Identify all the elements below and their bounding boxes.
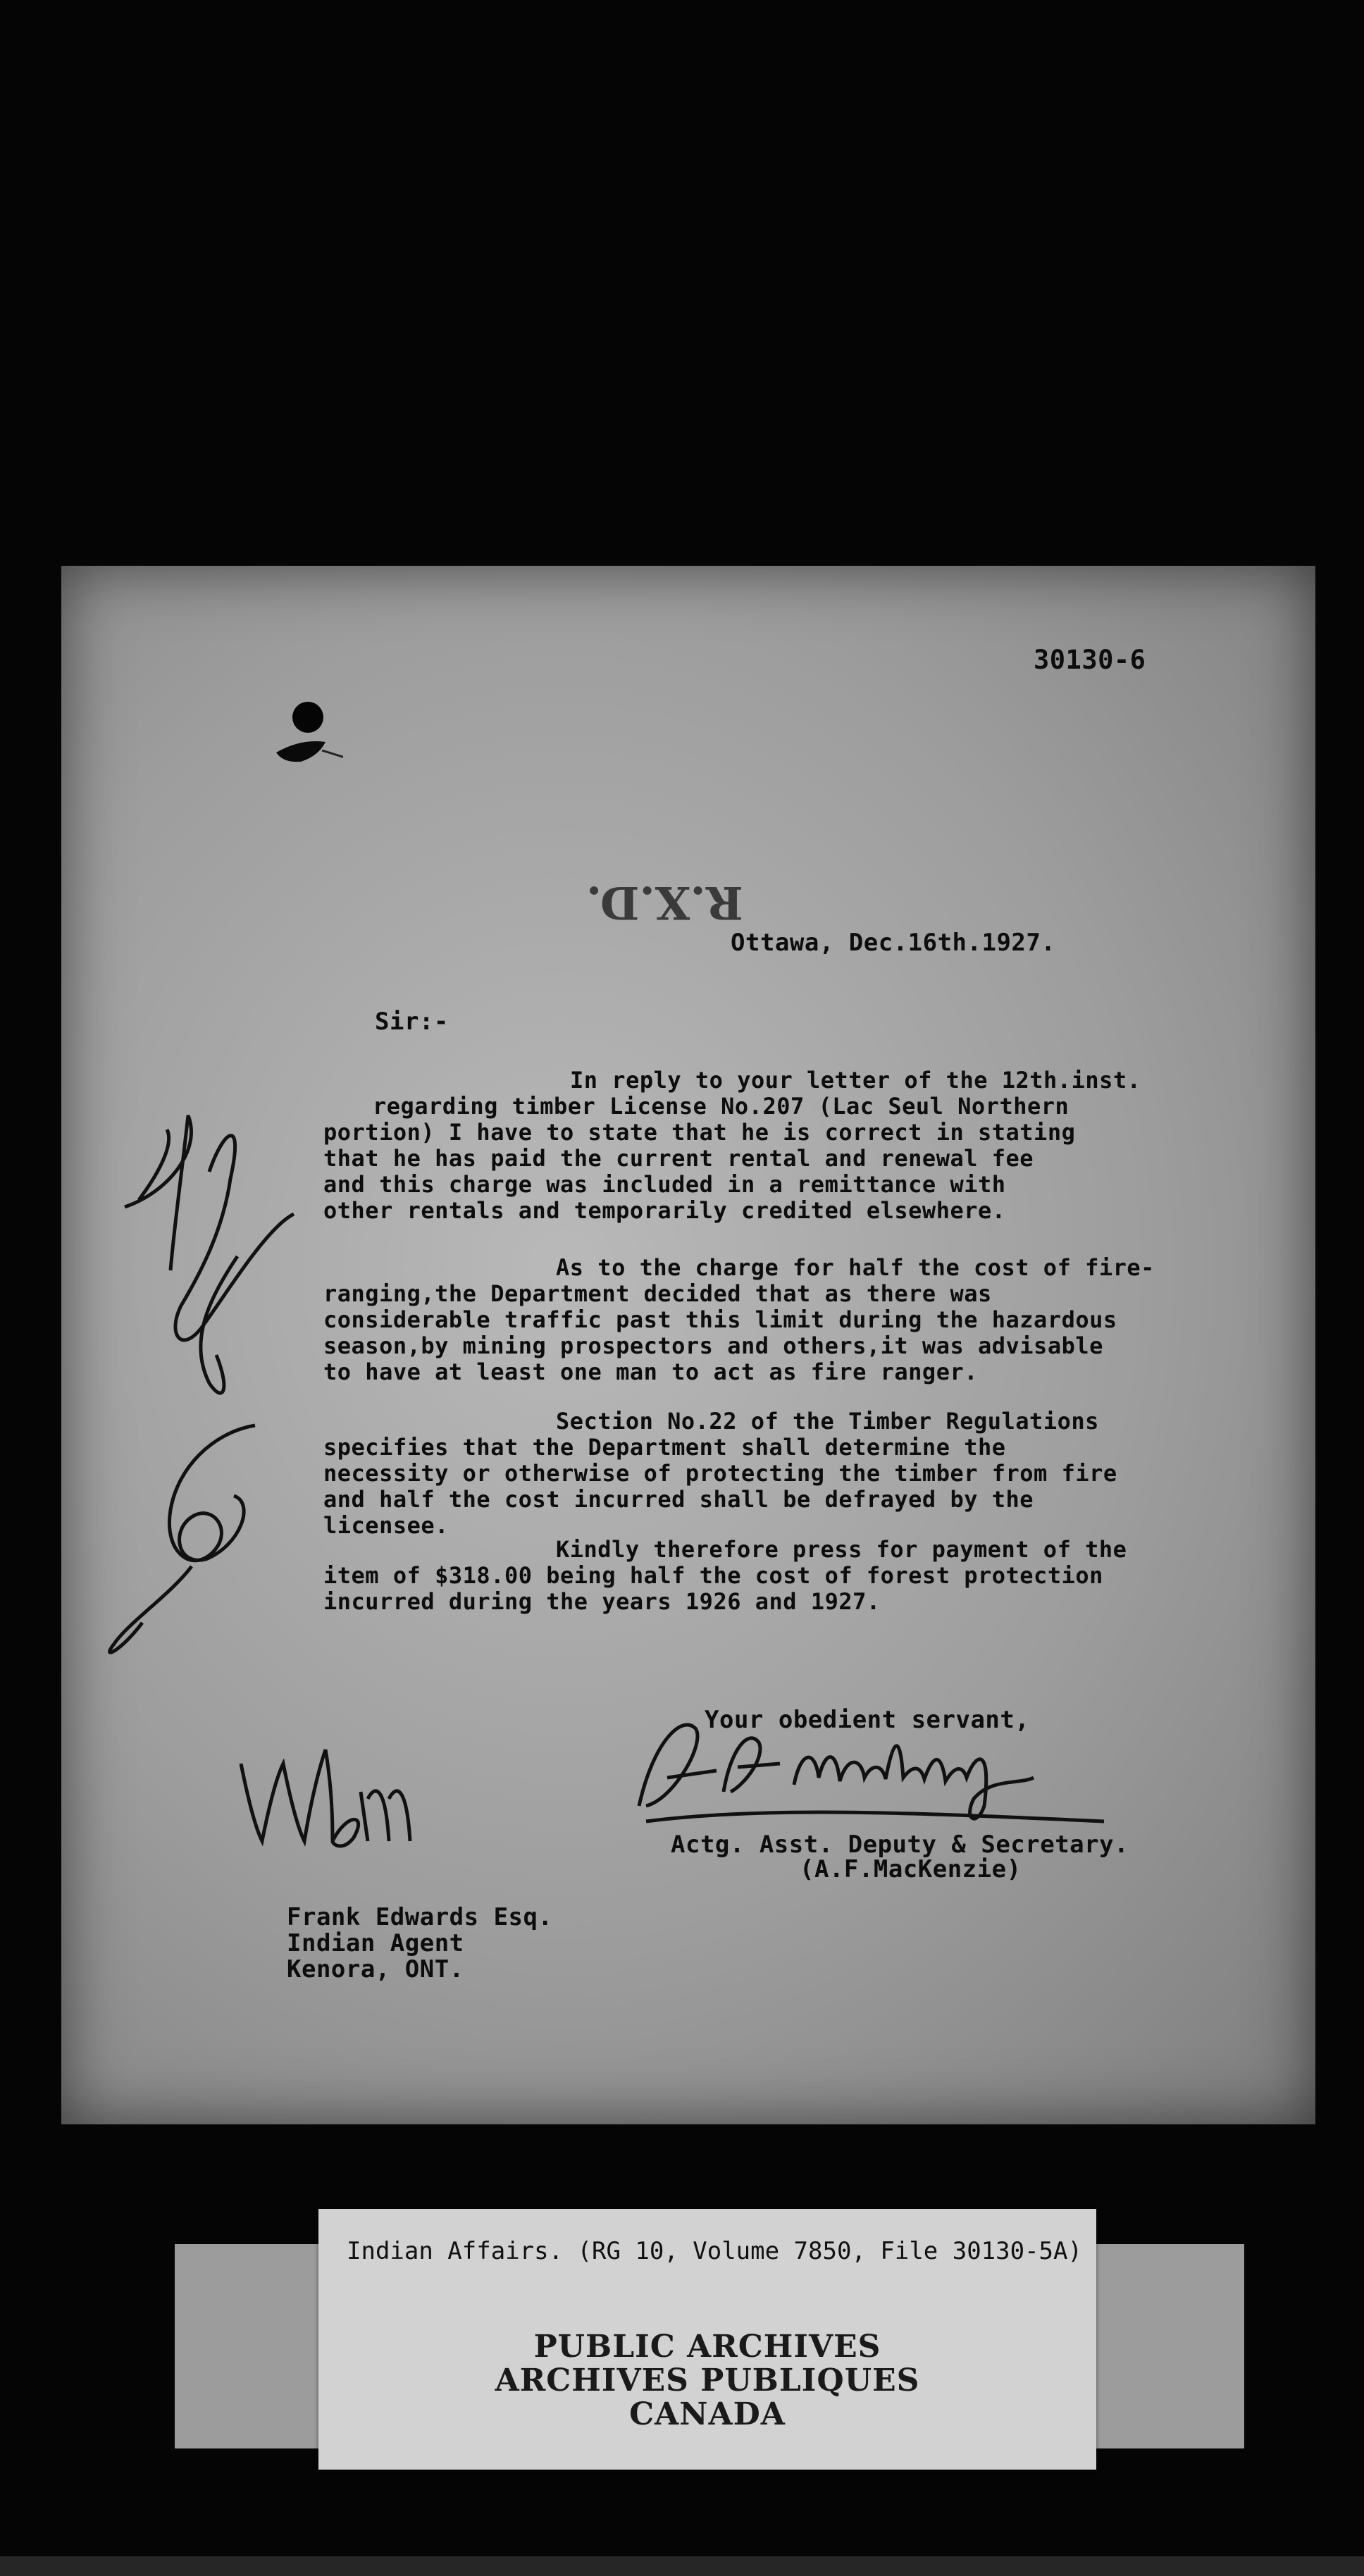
- closing-line: Your obedient servant,: [705, 1706, 1030, 1734]
- received-stamp: R.X.D.: [586, 876, 743, 929]
- bottom-edge: [0, 2556, 1364, 2576]
- paragraph-line: In reply to your letter of the 12th.inst.: [570, 1067, 1141, 1094]
- paragraph-line: and this charge was included in a remittance with: [323, 1171, 1006, 1198]
- margin-initials-top: [82, 1087, 322, 1411]
- archive-name-block: [318, 2330, 1096, 2432]
- addressee-block: [287, 1905, 552, 1983]
- margin-initials-bottom: [72, 1411, 297, 1665]
- addressee-line: Kenora, ONT.: [287, 1955, 464, 1983]
- addressee-line: Indian Agent: [287, 1929, 464, 1957]
- paragraph-line: regarding timber License No.207 (Lac Seul Northern: [373, 1093, 1070, 1120]
- paragraph-line: Kindly therefore press for payment of the: [556, 1536, 1127, 1563]
- salutation: Sir:-: [375, 1008, 449, 1036]
- archive-reference: Indian Affairs. (RG 10, Volume 7850, File 30130-5A): [347, 2237, 1082, 2265]
- paragraph-line: specifies that the Department shall determine the: [323, 1434, 1006, 1461]
- archive-label: [318, 2209, 1096, 2470]
- paragraph-line: season,by mining prospectors and others,it was advisable: [323, 1332, 1103, 1359]
- paragraph-3: [323, 1408, 1117, 1539]
- paragraph-line: portion) I have to state that he is correct in stating: [323, 1119, 1076, 1146]
- paragraph-4: [323, 1537, 1127, 1615]
- paragraph-1: [323, 1067, 1141, 1224]
- signer-title: Actg. Asst. Deputy & Secretary.: [671, 1831, 1129, 1859]
- archive-line-3: CANADA: [629, 2396, 786, 2432]
- paragraph-line: As to the charge for half the cost of fire-: [556, 1254, 1155, 1281]
- paragraph-line: and half the cost incurred shall be defrayed by the: [323, 1486, 1034, 1513]
- file-number: 30130-6: [1034, 645, 1146, 675]
- addressee-line: Frank Edwards Esq.: [287, 1903, 553, 1931]
- paragraph-line: incurred during the years 1926 and 1927.: [323, 1588, 881, 1615]
- paragraph-line: that he has paid the current rental and renewal fee: [323, 1145, 1034, 1172]
- paragraph-line: item of $318.00 being half the cost of forest protection: [323, 1562, 1103, 1589]
- ink-blot: [202, 700, 343, 784]
- date-line: Ottawa, Dec.16th.1927.: [731, 929, 1056, 957]
- wbm-initials: [227, 1721, 438, 1855]
- paragraph-line: licensee.: [323, 1512, 449, 1539]
- letter-page: [61, 566, 1315, 2124]
- archive-line-2: ARCHIVES PUBLIQUES: [495, 2363, 920, 2398]
- paragraph-line: to have at least one man to act as fire ranger.: [323, 1358, 978, 1385]
- paragraph-line: other rentals and temporarily credited elsewhere.: [323, 1197, 1006, 1224]
- paragraph-2: [323, 1255, 1155, 1385]
- paragraph-line: considerable traffic past this limit during the hazardous: [323, 1306, 1117, 1333]
- archive-line-1: PUBLIC ARCHIVES: [533, 2329, 881, 2365]
- paragraph-line: ranging,the Department decided that as there was: [323, 1280, 992, 1307]
- handwritten-signature: [625, 1700, 1118, 1834]
- signer-name: (A.F.MacKenzie): [800, 1855, 1022, 1883]
- paragraph-line: Section No.22 of the Timber Regulations: [556, 1408, 1099, 1435]
- paragraph-line: necessity or otherwise of protecting the timber from fire: [323, 1460, 1117, 1487]
